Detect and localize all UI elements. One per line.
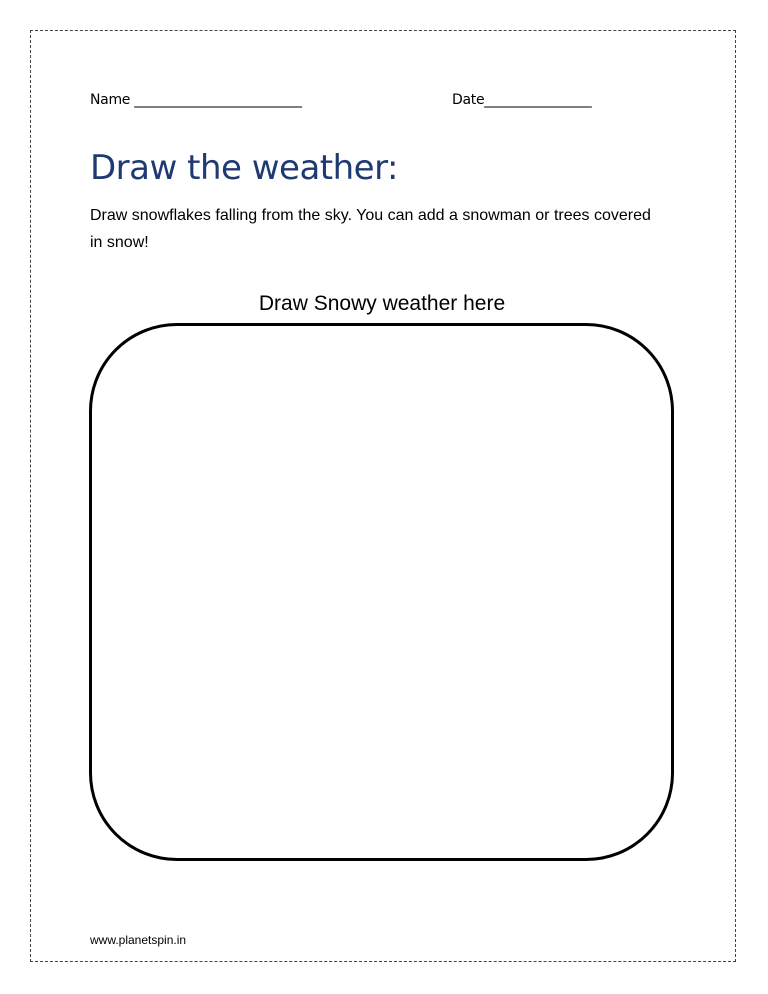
drawing-area-box [89, 323, 674, 861]
page-title: Draw the weather: [90, 148, 398, 188]
footer-website: www.planetspin.in [90, 933, 187, 947]
instructions-text: Draw snowflakes falling from the sky. You can add a snowman or trees covered in snow! [90, 207, 651, 251]
name-field: Name _________________________ [90, 92, 302, 108]
drawing-area-label: Draw Snowy weather here [258, 292, 506, 315]
date-field: Date________________ [452, 92, 592, 108]
